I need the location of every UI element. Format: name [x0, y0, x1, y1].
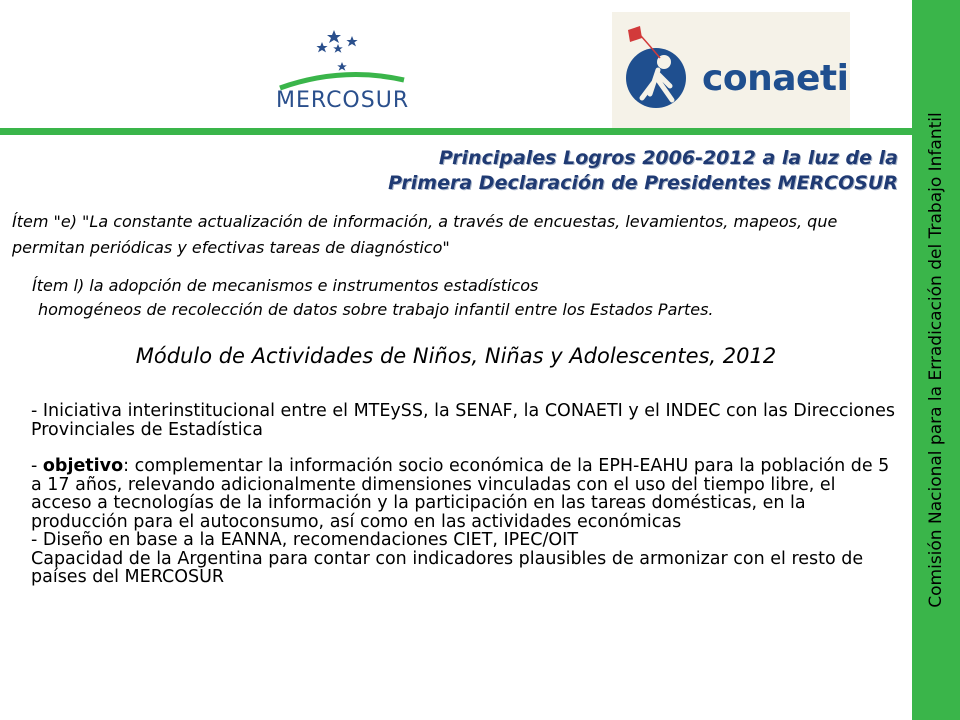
slide-title-line1: Principales Logros 2006-2012 a la luz de la: [438, 147, 898, 169]
slide-title: [388, 146, 898, 196]
item-l-line2: homogéneos de recolección de datos sobre trabajo infantil entre los Estados Partes.: [38, 300, 714, 319]
mercosur-wordmark: MERCOSUR: [276, 88, 410, 113]
body-text: [31, 402, 901, 587]
objective-dash: -: [31, 456, 43, 476]
body-paragraph-objective: [31, 457, 901, 531]
conaeti-logo: [612, 12, 850, 132]
objective-label: objetivo: [42, 456, 124, 476]
slide-title-line2: Primera Declaración de Presidentes MERCOSUR: [388, 172, 898, 194]
item-e: [12, 209, 892, 261]
body-paragraph-design: - Diseño en base a la EANNA, recomendaciones CIET, IPEC/OIT: [31, 530, 579, 550]
body-paragraph-capacity: Capacidad de la Argentina para contar con indicadores plausibles de armonizar con el resto de países del MERCOSUR: [31, 548, 864, 587]
body-paragraph-initiative: - Iniciativa interinstitucional entre el MTEySS, la SENAF, la CONAETI y el INDEC con las Direcciones Provinciales de Estadística: [31, 401, 895, 440]
item-l-line1: Ítem l) la adopción de mecanismos e instrumentos estadísticos: [32, 276, 539, 295]
mercosur-logo: [272, 18, 412, 118]
side-band-text: Comisión Nacional para la Erradicación del Trabajo Infantil: [926, 112, 946, 608]
header-divider: [0, 128, 912, 135]
item-e-text: La constante actualización de información, a través de encuestas, levamientos, mapeos, que permitan periódicas y efectivas tareas de diagnóstico": [12, 212, 838, 257]
item-e-prefix: Ítem "e) ": [12, 212, 90, 231]
objective-text: : complementar la información socio económica de la EPH-EAHU para la población de 5 a 17 años, relevando adicionalmente dimensiones vinculadas con el uso del tiempo libre, el acceso a tecnologías de la información y la participación en las tareas domésticas, en la producción para el autoconsumo, así como en las actividades económicas: [31, 456, 890, 532]
conaeti-wordmark: conaeti: [702, 58, 849, 99]
module-title: Módulo de Actividades de Niños, Niñas y Adolescentes, 2012: [135, 344, 777, 368]
